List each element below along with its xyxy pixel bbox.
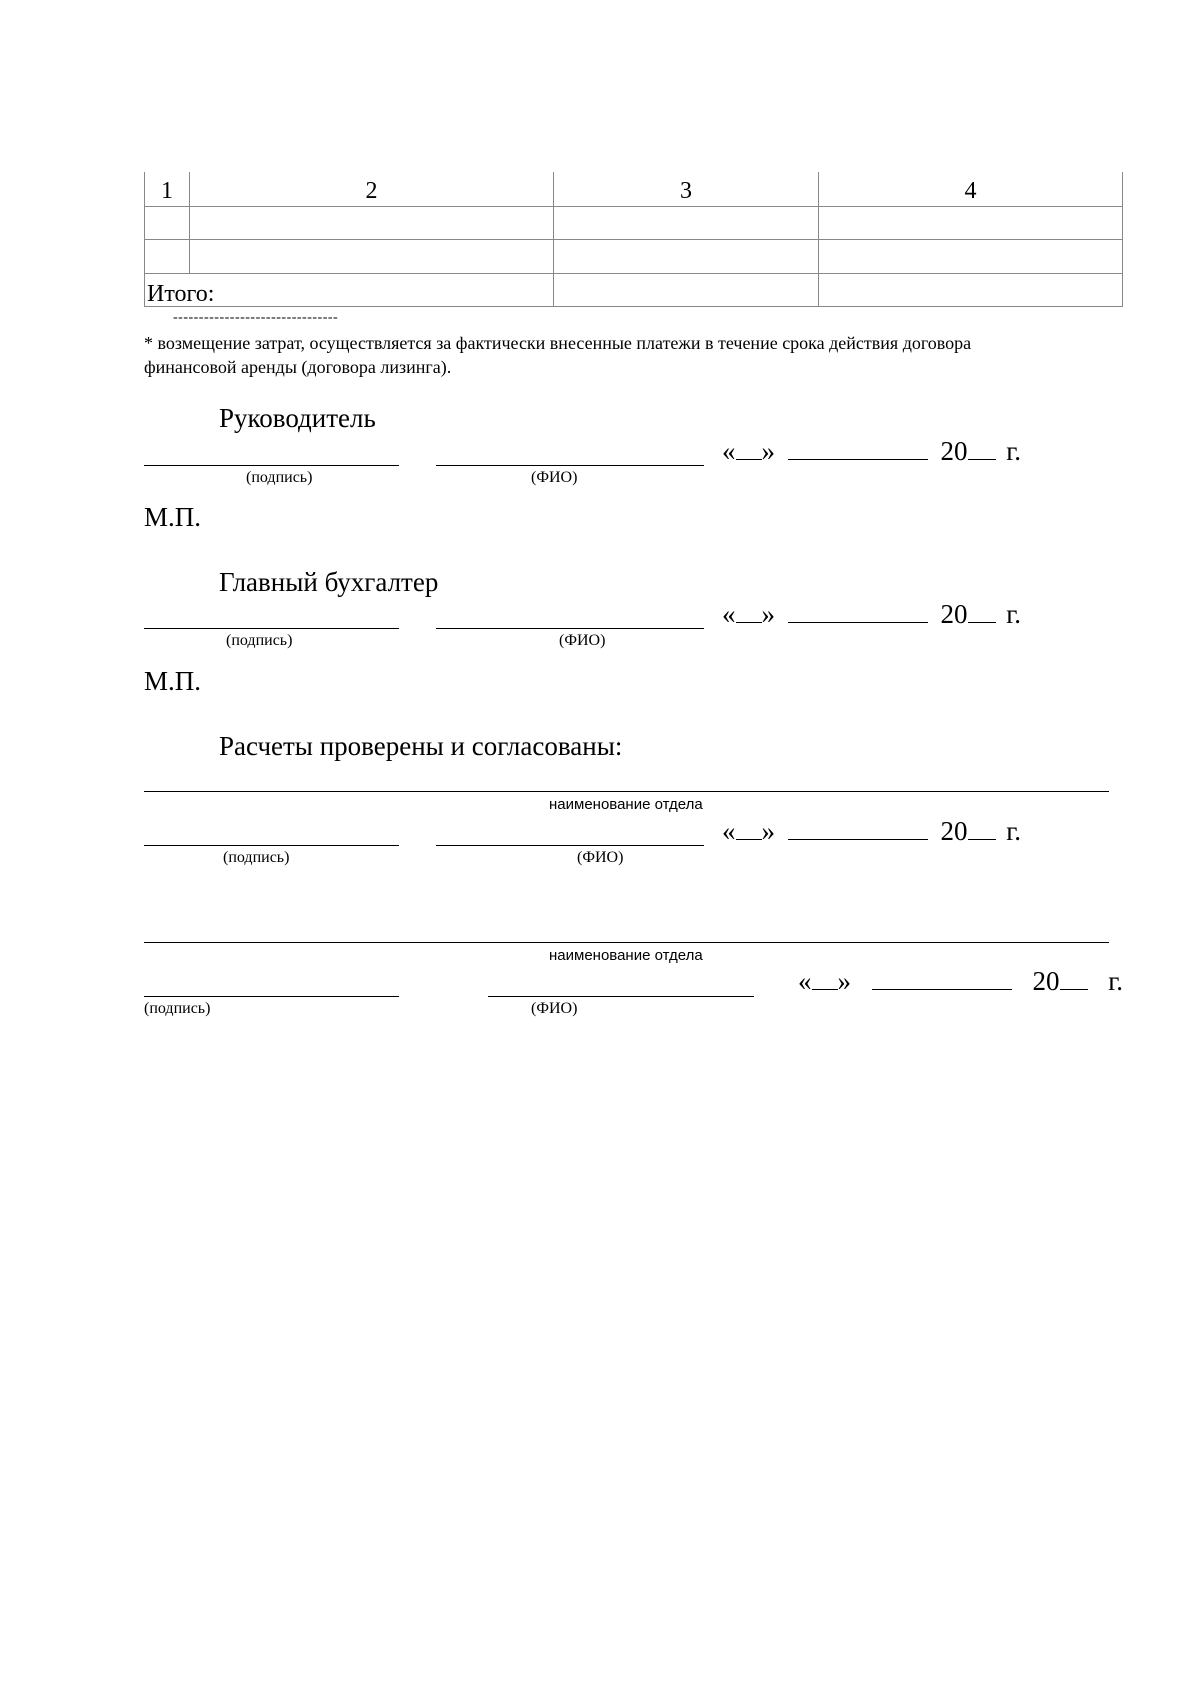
head-name-line <box>436 465 704 466</box>
date-year-suffix: г. <box>1006 816 1022 846</box>
table-row-line <box>144 273 1123 274</box>
verified-name-caption: (ФИО) <box>577 849 624 866</box>
accountant-name-caption: (ФИО) <box>559 632 606 649</box>
date-quote-close: » <box>837 966 851 996</box>
date-year-suffix: г. <box>1006 436 1022 466</box>
department2-signature-line <box>144 996 399 997</box>
department2-line <box>144 942 1109 943</box>
department2-name-line <box>488 996 754 997</box>
table-border-bottom <box>144 306 1123 307</box>
date-quote-open: « <box>722 436 736 466</box>
date-month-blank <box>788 600 928 623</box>
date-quote-close: » <box>761 436 775 466</box>
date-day-blank <box>736 600 762 623</box>
date-year-blank <box>968 600 996 623</box>
verified-name-line <box>436 845 704 846</box>
table-total-label: Итого: <box>147 281 215 307</box>
accountant-signature-caption: (подпись) <box>226 632 293 649</box>
date-month-blank <box>872 967 1012 990</box>
verified-department-caption: наименование отдела <box>549 796 703 813</box>
date-month-blank <box>788 817 928 840</box>
date-year-blank <box>968 817 996 840</box>
date-day-blank <box>812 967 838 990</box>
head-title: Руководитель <box>219 403 376 433</box>
footnote-separator: -------------------------------- <box>173 310 339 325</box>
head-signature-caption: (подпись) <box>246 469 313 486</box>
date-year-blank <box>968 437 996 460</box>
date-quote-open: « <box>722 599 736 629</box>
accountant-name-line <box>436 628 704 629</box>
table-header-1: 1 <box>161 178 173 204</box>
department2-name-caption: (ФИО) <box>531 1000 578 1017</box>
footnote-text-line1: * возмещение затрат, осуществляется за фактически внесенные платежи в течение срока действия договора <box>144 333 972 353</box>
date-year-suffix: г. <box>1006 599 1022 629</box>
head-name-caption: (ФИО) <box>531 469 578 486</box>
accountant-signature-line <box>144 628 399 629</box>
date-quote-open: « <box>722 816 736 846</box>
verified-title: Расчеты проверены и согласованы: <box>219 731 623 761</box>
date-day-blank <box>736 817 762 840</box>
head-signature-line <box>144 465 399 466</box>
date-year-prefix: 20 <box>940 436 968 466</box>
verified-department-line <box>144 791 1109 792</box>
verified-signature-caption: (подпись) <box>223 849 290 866</box>
accountant-stamp: М.П. <box>144 666 202 696</box>
department2-caption: наименование отдела <box>549 947 703 964</box>
verified-signature-line <box>144 845 399 846</box>
accountant-date <box>722 599 1021 630</box>
footnote-text-line2: финансовой аренды (договора лизинга). <box>144 357 452 377</box>
date-quote-close: » <box>761 599 775 629</box>
verified-date <box>722 816 1021 847</box>
accountant-title: Главный бухгалтер <box>219 567 439 597</box>
date-year-blank <box>1060 967 1088 990</box>
date-day-blank <box>736 437 762 460</box>
department2-signature-caption: (подпись) <box>144 1000 211 1017</box>
date-year-prefix: 20 <box>1032 966 1060 996</box>
department2-date <box>798 966 1123 997</box>
date-quote-close: » <box>761 816 775 846</box>
date-month-blank <box>788 437 928 460</box>
date-year-prefix: 20 <box>940 816 968 846</box>
table-row-line <box>144 206 1123 207</box>
date-quote-open: « <box>798 966 812 996</box>
date-year-suffix: г. <box>1108 966 1124 996</box>
table-header-2: 2 <box>365 178 378 204</box>
head-stamp: М.П. <box>144 502 202 532</box>
table-row-line <box>144 239 1123 240</box>
table-header-3: 3 <box>680 178 692 204</box>
table-header-4: 4 <box>964 178 977 204</box>
date-year-prefix: 20 <box>940 599 968 629</box>
head-date <box>722 436 1021 467</box>
